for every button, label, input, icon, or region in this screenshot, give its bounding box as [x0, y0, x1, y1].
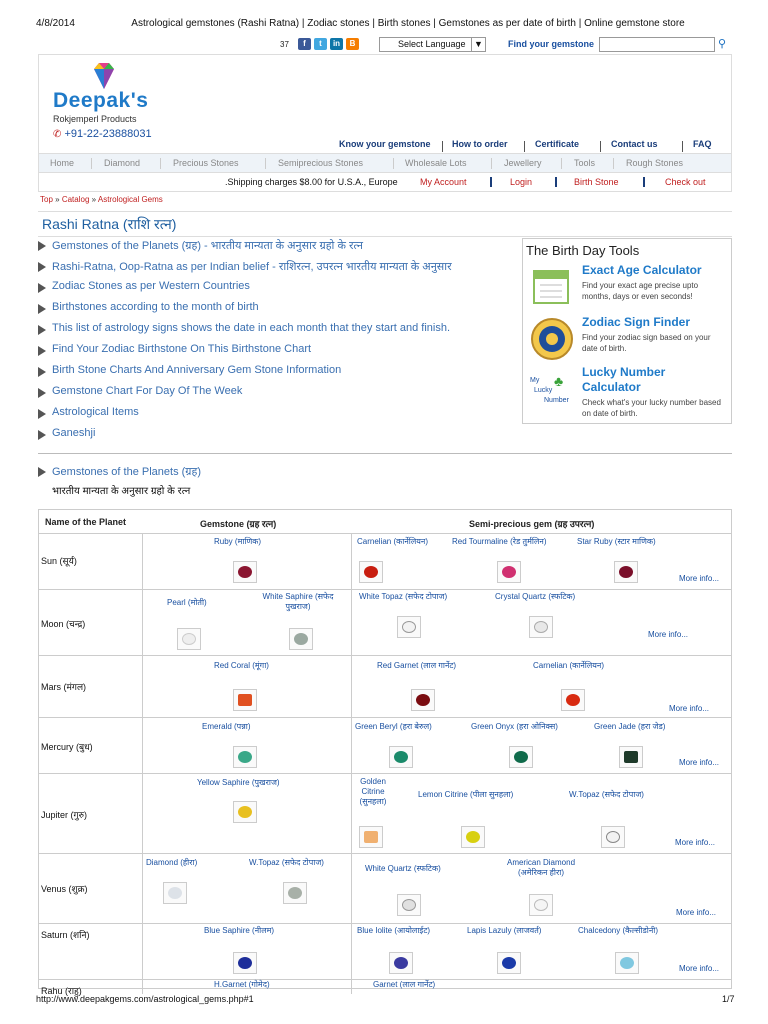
link-astrology-signs-dates[interactable]: This list of astrology signs shows the date in each month that they start and finish.: [38, 322, 450, 340]
gem-image[interactable]: [233, 746, 257, 768]
nav-contact-us[interactable]: Contact us: [611, 139, 658, 149]
nav-divider: [491, 158, 492, 169]
more-info-link[interactable]: More info...: [648, 630, 689, 639]
nav-divider: [555, 177, 557, 187]
gem-image[interactable]: [411, 689, 435, 711]
search-input[interactable]: [599, 37, 715, 52]
table-row: [39, 534, 731, 590]
more-info-link[interactable]: More info...: [679, 758, 720, 767]
login-link[interactable]: Login: [510, 177, 533, 187]
page-title: Rashi Ratna (राशि रत्न): [42, 216, 177, 232]
more-info-link[interactable]: More info...: [679, 574, 720, 583]
gem-image[interactable]: [509, 746, 533, 768]
link-birthstones-month[interactable]: Birthstones according to the month of birth: [38, 301, 259, 319]
print-url: http://www.deepakgems.com/astrological_gems.php#1: [36, 994, 254, 1004]
gem-link[interactable]: Green Beryl (हरा बेरुल): [355, 722, 432, 731]
gem-image[interactable]: [233, 952, 257, 974]
nav-divider: [160, 158, 161, 169]
table-row: [39, 656, 731, 718]
gem-image[interactable]: [461, 826, 485, 848]
calendar-icon: [528, 265, 576, 309]
gem-link[interactable]: White Topaz (सफेद टोपाज): [359, 592, 448, 601]
table-row: [39, 924, 731, 980]
nav-divider: [265, 158, 266, 169]
gem-link[interactable]: White Saphire (सफेद पुखराज): [262, 592, 334, 611]
language-label: Select Language: [398, 39, 466, 49]
nav-divider: [393, 158, 394, 169]
linkedin-icon[interactable]: in: [330, 38, 343, 50]
logo[interactable]: [53, 59, 183, 141]
link-ganeshji[interactable]: Ganeshji: [38, 427, 95, 445]
nav-divider: [643, 177, 645, 187]
gem-link[interactable]: Emerald (पन्ना): [202, 722, 251, 731]
gem-link[interactable]: Yellow Saphire (पुखराज): [197, 778, 280, 787]
gem-link[interactable]: W.Topaz (सफेद टोपाज): [569, 790, 644, 799]
top-bar: [0, 37, 768, 53]
checkout-link[interactable]: Check out: [665, 177, 706, 187]
logo-subtitle: Rokjemperl Products: [53, 114, 137, 124]
nav-diamond[interactable]: Diamond: [104, 158, 141, 168]
gem-link[interactable]: Carnelian (कार्नेलियन): [533, 661, 605, 670]
divider: [38, 211, 732, 212]
gem-image[interactable]: [177, 628, 201, 650]
planet-name: Jupiter (गुरु): [41, 810, 87, 820]
gem-link[interactable]: Red Coral (मूंगा): [214, 661, 269, 670]
gem-image[interactable]: [497, 952, 521, 974]
nav-rough-stones[interactable]: Rough Stones: [626, 158, 684, 168]
gem-image[interactable]: [615, 952, 639, 974]
nav-divider: [524, 141, 525, 152]
link-zodiac-birthstone-chart[interactable]: Find Your Zodiac Birthstone On This Birthstone Chart: [38, 343, 311, 361]
logo-title: Deepak's: [53, 89, 149, 112]
gem-link[interactable]: American Diamond (अमेरिकन हीरा): [506, 858, 576, 877]
find-gemstone-label: Find your gemstone: [508, 39, 595, 49]
gem-image[interactable]: [389, 746, 413, 768]
breadcrumb-separator: »: [55, 195, 60, 204]
gem-link[interactable]: Garnet (लाल गार्नेट): [373, 980, 436, 989]
nav-divider: [561, 158, 562, 169]
table-row: [39, 718, 731, 774]
icon-label: My: [530, 377, 540, 384]
header-semiprecious: Semi-precious gem (ग्रह उपरत्न): [469, 519, 595, 529]
nav-divider: [600, 141, 601, 152]
search-icon[interactable]: ⚲: [718, 38, 727, 50]
gem-image[interactable]: [601, 826, 625, 848]
gem-link[interactable]: Green Jade (हरा जेड): [594, 722, 666, 731]
gem-image[interactable]: [289, 628, 313, 650]
chevron-down-icon: ▼: [471, 38, 485, 51]
gem-link[interactable]: Ruby (माणिक): [214, 537, 262, 546]
gem-image[interactable]: [233, 561, 257, 583]
gem-link[interactable]: Crystal Quartz (स्फटिक): [495, 592, 576, 601]
header-planet: Name of the Planet: [45, 517, 127, 527]
nav-know-gemstone[interactable]: Know your gemstone: [339, 139, 431, 149]
tool-zodiac-title[interactable]: Zodiac Sign Finder: [582, 315, 691, 329]
gem-image[interactable]: [389, 952, 413, 974]
gem-image[interactable]: [283, 882, 307, 904]
planet-name: Sun (सूर्य): [41, 556, 77, 566]
gem-link[interactable]: Chalcedony (कैल्सीडोनी): [578, 926, 658, 935]
tool-age-calculator[interactable]: [526, 263, 730, 313]
gem-link[interactable]: Blue Saphire (नीलम): [204, 926, 275, 935]
account-nav: [39, 174, 731, 190]
tool-lucky-number[interactable]: [526, 365, 730, 423]
nav-divider: [613, 158, 614, 169]
print-header: [0, 18, 768, 32]
twitter-icon[interactable]: t: [314, 38, 327, 50]
tool-lucky-title[interactable]: Lucky Number Calculator: [582, 365, 666, 394]
print-page-number: 1/7: [722, 994, 735, 1004]
gem-link[interactable]: Carnelian (कार्नेलियन): [357, 537, 429, 546]
tool-age-title[interactable]: Exact Age Calculator: [582, 263, 702, 277]
link-gemstone-day-week[interactable]: Gemstone Chart For Day Of The Week: [38, 385, 242, 403]
table-row: [39, 590, 731, 656]
nav-semiprecious-stones[interactable]: Semiprecious Stones: [278, 158, 364, 168]
nav-how-to-order[interactable]: How to order: [452, 139, 508, 149]
phone-icon: ✆: [53, 129, 62, 140]
section-title[interactable]: Gemstones of the Planets (ग्रह): [38, 464, 201, 479]
link-gemstones-planets[interactable]: Gemstones of the Planets (ग्रह) - भारतीय मान्यता के अनुसार ग्रहो के रत्न: [38, 238, 363, 256]
link-birth-stone-charts[interactable]: Birth Stone Charts And Anniversary Gem Stone Information: [38, 364, 341, 382]
share-count: 37: [280, 40, 289, 49]
gem-link[interactable]: Green Onyx (हरा ओनिक्स): [471, 722, 558, 731]
planet-name: Moon (चन्द्र): [41, 619, 86, 629]
breadcrumb-astrological-gems[interactable]: Astrological Gems: [97, 195, 163, 204]
link-zodiac-stones[interactable]: Zodiac Stones as per Western Countries: [38, 280, 250, 298]
nav-divider: [490, 177, 492, 187]
phone-number: [53, 128, 152, 140]
clover-glyph: ♣: [554, 373, 564, 389]
blogger-icon[interactable]: B: [346, 38, 359, 50]
nav-divider: [682, 141, 683, 152]
divider: [38, 236, 732, 237]
gem-link[interactable]: Pearl (मोती): [167, 598, 207, 607]
tool-age-desc: Find your exact age precise upto months, days or even seconds!: [582, 281, 699, 301]
nav-certificate[interactable]: Certificate: [535, 139, 580, 149]
planet-name: Rahu (राहु): [41, 986, 82, 996]
table-row: [39, 854, 731, 924]
breadcrumb: [40, 195, 163, 204]
more-info-link[interactable]: More info...: [669, 704, 710, 713]
gem-image[interactable]: [529, 894, 553, 916]
planet-name: Mercury (बुध): [41, 742, 93, 752]
shipping-notice: .Shipping charges $8.00 for U.S.A., Europe: [225, 177, 398, 187]
gem-image[interactable]: [359, 826, 383, 848]
gem-link[interactable]: Red Garnet (लाल गार्नेट): [377, 661, 457, 670]
gem-image[interactable]: [233, 801, 257, 823]
link-rashi-ratna[interactable]: Rashi-Ratna, Oop-Ratna as per Indian belief - राशिरत्न, उपरत्न भारतीय मान्यता के अनुसार: [38, 259, 452, 277]
more-info-link[interactable]: More info...: [679, 964, 720, 973]
nav-home[interactable]: Home: [50, 158, 75, 168]
language-select[interactable]: [379, 37, 486, 52]
gem-link[interactable]: Golden Citrine (सुनहला): [359, 777, 387, 806]
nav-faq[interactable]: FAQ: [693, 139, 712, 149]
nav-jewellery[interactable]: Jewellery: [504, 158, 542, 168]
secondary-nav: [39, 153, 731, 173]
planet-name: Mars (मंगल): [41, 682, 87, 692]
tool-lucky-desc: Check what's your lucky number based on date of birth.: [582, 398, 721, 418]
icon-label: Number: [544, 397, 569, 404]
my-account-link[interactable]: My Account: [420, 177, 467, 187]
breadcrumb-catalog[interactable]: Catalog: [61, 195, 90, 204]
gem-link[interactable]: Diamond (हीरा): [146, 858, 198, 867]
table-header: [39, 510, 731, 534]
more-info-link[interactable]: More info...: [675, 838, 716, 847]
gem-link[interactable]: Red Tourmaline (रेड तुर्मलिन): [452, 537, 547, 546]
section-subtitle: भारतीय मान्यता के अनुसार ग्रहो के रत्न: [52, 486, 191, 497]
gem-image[interactable]: [397, 616, 421, 638]
diamond-logo-icon: [89, 61, 119, 91]
nav-divider: [91, 158, 92, 169]
clover-icon: [528, 367, 576, 411]
gem-image[interactable]: [163, 882, 187, 904]
gem-image[interactable]: [397, 894, 421, 916]
gem-link[interactable]: H.Garnet (गोमेद): [214, 980, 270, 989]
gem-image[interactable]: [561, 689, 585, 711]
gem-link[interactable]: W.Topaz (सफेद टोपाज): [249, 858, 324, 867]
tools-heading: The Birth Day Tools: [526, 243, 640, 258]
birth-stone-link[interactable]: Birth Stone: [574, 177, 619, 187]
nav-divider: [442, 141, 443, 152]
phone-text: +91-22-23888031: [64, 128, 152, 140]
site-header: [38, 54, 732, 192]
gem-image[interactable]: [619, 746, 643, 768]
more-info-link[interactable]: More info...: [676, 908, 717, 917]
zodiac-wheel-icon: [528, 317, 576, 361]
gem-link[interactable]: Star Ruby (स्टार माणिक): [577, 537, 656, 546]
planet-name: Venus (शुक्र): [41, 884, 88, 894]
gem-link[interactable]: White Quartz (स्फटिक): [365, 864, 441, 873]
gem-image[interactable]: [497, 561, 521, 583]
nav-wholesale-lots[interactable]: Wholesale Lots: [405, 158, 467, 168]
nav-tools[interactable]: Tools: [574, 158, 596, 168]
divider: [38, 453, 732, 454]
planet-name: Saturn (शनि): [41, 930, 90, 940]
print-date: 4/8/2014: [36, 18, 75, 29]
icon-label: Lucky: [534, 387, 553, 394]
gem-link[interactable]: Lapis Lazuly (लाजवर्त): [467, 926, 542, 935]
breadcrumb-separator: »: [91, 195, 97, 204]
facebook-icon[interactable]: f: [298, 38, 311, 50]
tool-zodiac-desc: Find your zodiac sign based on your date of birth.: [582, 333, 711, 353]
gem-image[interactable]: [529, 616, 553, 638]
gem-image[interactable]: [359, 561, 383, 583]
gem-image[interactable]: [233, 689, 257, 711]
table-row: [39, 774, 731, 854]
header-gemstone: Gemstone (ग्रह रत्न): [200, 519, 277, 529]
gemstone-table: [38, 509, 732, 996]
breadcrumb-top[interactable]: Top: [40, 195, 53, 204]
birthday-tools-panel: [522, 238, 732, 424]
gem-image[interactable]: [614, 561, 638, 583]
gem-link[interactable]: Lemon Citrine (पीला सुनहला): [418, 790, 514, 799]
gem-link[interactable]: Blue Iolite (आयोलाईट): [357, 926, 431, 935]
nav-precious-stones[interactable]: Precious Stones: [173, 158, 239, 168]
link-astrological-items[interactable]: Astrological Items: [38, 406, 139, 424]
print-footer: [0, 994, 768, 1006]
print-title: Astrological gemstones (Rashi Ratna) | Zodiac stones | Birth stones | Gemstones as per date of birth | Online gemstone store: [131, 18, 685, 29]
tool-zodiac-finder[interactable]: [526, 315, 730, 365]
